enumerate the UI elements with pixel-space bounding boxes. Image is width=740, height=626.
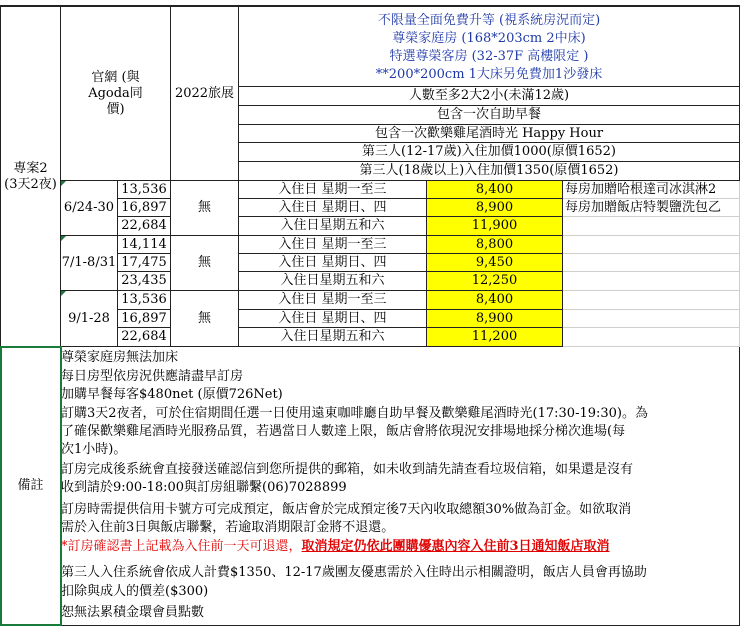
info-third-adult-text: 第三人(18歲以上)入住加價1350(原價1652) — [359, 163, 619, 178]
expo-2022-header[interactable] — [171, 6, 239, 181]
info-row-happy-hour[interactable] — [239, 125, 740, 143]
group-price: 8,900 — [475, 310, 514, 326]
period-label: 9/1-28 — [68, 310, 110, 326]
group-price-cell[interactable] — [427, 291, 563, 310]
official-price: 17,475 — [121, 254, 167, 270]
group-price-cell[interactable] — [427, 310, 563, 328]
remark-line: 每日房型依房況供應請盡早訂房 — [61, 369, 244, 384]
group-price: 11,900 — [471, 218, 518, 233]
official-price-cell[interactable] — [118, 291, 171, 310]
empty-cell[interactable] — [563, 254, 740, 272]
plan-duration: (3天2夜) — [4, 176, 57, 192]
plan-name-cell[interactable] — [0, 6, 61, 347]
group-price: 11,200 — [471, 329, 518, 344]
group-price: 8,400 — [475, 181, 514, 197]
expo-price: 無 — [197, 200, 211, 215]
expo-price-cell[interactable] — [171, 236, 239, 291]
expo-price-cell[interactable] — [171, 291, 239, 347]
expo-price: 無 — [197, 310, 211, 326]
official-header-line3: 價) — [106, 101, 125, 117]
group-price: 8,900 — [475, 199, 514, 215]
upgrade-note-4: **200*200cm 1大床另免費加1沙發床 — [375, 66, 603, 82]
info-breakfast-text: 包含一次自助早餐 — [436, 107, 541, 122]
checkin-day-cell[interactable] — [239, 272, 427, 291]
remark-line: 加購早餐每客$480net (原價726Net) — [61, 387, 283, 402]
official-price-cell[interactable] — [118, 254, 171, 272]
group-price: 9,450 — [475, 254, 514, 270]
checkin-day-cell[interactable] — [239, 328, 427, 347]
group-price: 12,250 — [471, 273, 518, 288]
group-price: 8,400 — [475, 292, 514, 307]
group-price-cell[interactable] — [427, 254, 563, 272]
official-price-cell[interactable] — [118, 181, 171, 199]
empty-cell[interactable] — [563, 310, 740, 328]
extra-gift-cell[interactable] — [563, 199, 740, 217]
cancellation-note-text: *訂房確認書上記載為入住前一天可退還， — [61, 539, 302, 554]
remark-line: 次1小時)。 — [61, 442, 127, 457]
official-price: 16,897 — [121, 199, 167, 215]
period-label-cell[interactable] — [61, 291, 118, 347]
empty-cell[interactable] — [563, 328, 740, 347]
official-price-cell[interactable] — [118, 199, 171, 217]
group-price-cell[interactable] — [427, 199, 563, 217]
upgrade-notes-cell[interactable] — [239, 6, 740, 87]
info-row-third-teen[interactable] — [239, 143, 740, 162]
official-price-cell[interactable] — [118, 272, 171, 291]
period-label: 6/24-30 — [63, 200, 115, 215]
checkin-day-cell[interactable] — [239, 254, 427, 272]
remark-line: 需於入住前3日與飯店聯繫，若逾取消期限訂金將不退還。 — [61, 520, 395, 535]
remark-line: 訂購3天2夜者，可於住宿期間任選一日使用遠東咖啡廳自助早餐及歡樂雞尾酒時光(17:30-19:30)。為 — [61, 406, 649, 421]
checkin-day-cell[interactable] — [239, 236, 427, 254]
checkin-day: 入住日星期五和六 — [280, 218, 385, 233]
empty-cell[interactable] — [563, 291, 740, 310]
info-guests-text: 人數至多2大2小(未滿12歲) — [408, 88, 570, 103]
checkin-day: 入住日 星期日、四 — [278, 199, 387, 215]
plan-name: 專案2 — [13, 160, 48, 176]
checkin-day-cell[interactable] — [239, 217, 427, 236]
sheet-top-border — [0, 5, 740, 6]
official-price: 13,536 — [121, 181, 167, 197]
cell-comment-marker — [61, 181, 66, 186]
checkin-day: 入住日星期五和六 — [280, 329, 385, 344]
checkin-day: 入住日 星期日、四 — [278, 254, 387, 270]
official-price-cell[interactable] — [118, 236, 171, 254]
cancellation-note — [61, 538, 610, 555]
group-price: 8,800 — [475, 236, 514, 252]
expo-price: 無 — [197, 255, 211, 270]
empty-cell[interactable] — [563, 236, 740, 254]
empty-cell[interactable] — [563, 272, 740, 291]
official-price-header[interactable] — [61, 6, 171, 181]
extra-gift-text: 每房加贈飯店特製鹽洗包乙 — [565, 199, 722, 215]
official-price: 22,684 — [121, 329, 167, 344]
info-row-guests[interactable] — [239, 87, 740, 106]
upgrade-note-1: 不限量全面免費升等 (視系統房況而定) — [377, 12, 601, 28]
period-label-cell[interactable] — [61, 181, 118, 236]
remark-line: 扣除與成人的價差($300) — [61, 584, 209, 599]
checkin-day: 入住日 星期日、四 — [278, 310, 387, 326]
remark-line: 尊榮家庭房無法加床 — [61, 350, 179, 365]
official-price-cell[interactable] — [118, 217, 171, 236]
group-price-cell[interactable] — [427, 181, 563, 199]
official-header-line1: 官網 (與 — [91, 69, 140, 85]
extra-gift-text: 每房加贈哈根達司冰淇淋2 — [565, 181, 717, 197]
official-price: 23,435 — [121, 273, 167, 288]
official-price: 14,114 — [121, 236, 167, 252]
official-price: 13,536 — [121, 292, 167, 307]
checkin-day-cell[interactable] — [239, 310, 427, 328]
empty-cell[interactable] — [563, 217, 740, 236]
official-price: 16,897 — [121, 310, 167, 326]
remark-line: 恕無法累積金環會員點數 — [61, 605, 205, 620]
cancellation-rule-text: 取消規定仍依此團購優惠內容入住前3日通知飯店取消 — [301, 539, 610, 554]
remark-line: 收到請於9:00-18:00與訂房組聯繫(06)7028899 — [61, 480, 347, 495]
upgrade-note-2: 尊榮家庭房 (168*203cm 2中床) — [392, 30, 586, 46]
info-third-teen-text: 第三人(12-17歲)入住加價1000(原價1652) — [362, 144, 616, 159]
group-price-cell[interactable] — [427, 272, 563, 291]
remark-line: 了確保歡樂雞尾酒時光服務品質，若遇當日人數達上限，飯店會將依現況安排場地採分梯次進場(每 — [61, 424, 626, 439]
checkin-day-cell[interactable] — [239, 199, 427, 217]
expo-price-cell[interactable] — [171, 181, 239, 236]
official-price-cell[interactable] — [118, 328, 171, 347]
upgrade-note-3: 特選尊榮客房 (32-37F 高樓限定 ) — [389, 48, 589, 64]
info-row-third-adult[interactable] — [239, 162, 740, 181]
checkin-day: 入住日 星期一至三 — [278, 181, 387, 197]
group-price-cell[interactable] — [427, 328, 563, 347]
official-header-line2: Agoda同 — [88, 85, 143, 101]
checkin-day: 入住日星期五和六 — [280, 273, 385, 288]
period-label: 7/1-8/31 — [61, 255, 117, 270]
checkin-day-cell[interactable] — [239, 291, 427, 310]
cell-comment-marker — [61, 291, 66, 296]
remark-line: 訂房完成後系統會直接發送確認信到您所提供的郵箱，如未收到請先請查看垃圾信箱，如果還是沒有 — [61, 462, 634, 477]
expo-2022-label: 2022旅展 — [174, 85, 235, 101]
remark-line: 訂房時需提供信用卡號方可完成預定，飯店會於完成預定後7天內收取總額30%做為訂金。如欲取消 — [61, 502, 632, 517]
group-price-cell[interactable] — [427, 217, 563, 236]
period-label-cell[interactable] — [61, 236, 118, 291]
remarks-label: 備註 — [17, 478, 44, 493]
official-price-cell[interactable] — [118, 310, 171, 328]
extra-gift-cell[interactable] — [563, 181, 740, 199]
info-row-breakfast[interactable] — [239, 106, 740, 125]
group-price-cell[interactable] — [427, 236, 563, 254]
checkin-day: 入住日 星期一至三 — [278, 292, 387, 307]
active-cell-selection[interactable] — [0, 346, 62, 626]
remark-line: 第三人入住系統會依成人計費$1350、12-17歲團友優惠需於入住時出示相關證明，飯店人員會再協助 — [61, 565, 647, 580]
checkin-day: 入住日 星期一至三 — [278, 236, 387, 252]
cell-comment-marker — [61, 236, 66, 241]
info-happy-hour-text: 包含一次歡樂雞尾酒時光 Happy Hour — [374, 125, 604, 141]
checkin-day-cell[interactable] — [239, 181, 427, 199]
official-price: 22,684 — [121, 218, 167, 233]
